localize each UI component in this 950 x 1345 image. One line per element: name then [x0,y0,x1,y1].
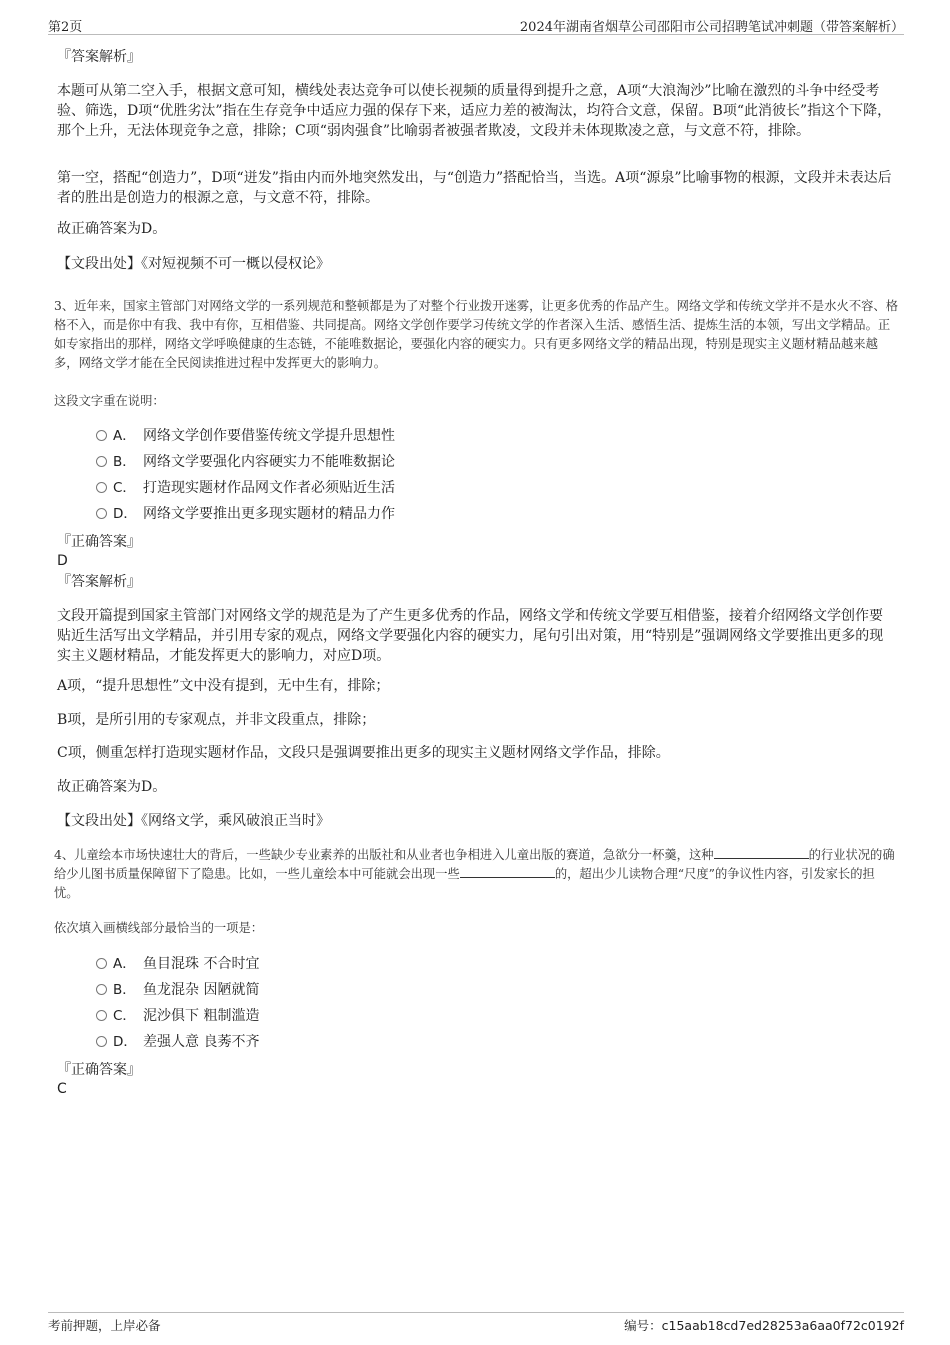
q3-analysis-p1: 文段开篇提到国家主管部门对网络文学的规范是为了产生更多优秀的作品，网络文学和传统文学要互相借鉴，接着介绍网络文学创作要贴近生活写出文学精品，并引用专家的观点，网络文学要强化内容的硬实力，尾句引出对策，用“特别是”强调网络文学要推出更多的现实主义题材精品，才能发挥更大的影响力，对应D项。 [57,608,884,664]
document-code: 编号：c15aab18cd7ed28253a6aa0f72c0192f [624,1318,904,1333]
radio-icon[interactable] [96,430,107,441]
q3-analysis-p2: A项，“提升思想性”文中没有提到，无中生有，排除； [57,678,390,694]
q4-option-a[interactable] [96,954,259,974]
option-key: D． [113,506,137,522]
page-footer [48,1312,904,1335]
q3-analysis-p4: C项，侧重怎样打造现实题材作品，文段只是强调要推出更多的现实主义题材网络文学作品，排除。 [57,745,670,761]
q4-option-d[interactable] [96,1032,259,1052]
q2-analysis-p3: 故正确答案为D。 [57,221,167,237]
option-key: A． [113,428,136,444]
q3-prompt: 这段文字重在说明： [54,394,165,408]
q3-analysis-label: 『答案解析』 [57,574,141,590]
q3-answer: D [57,553,68,569]
option-text: 打造现实题材作品网文作者必须贴近生活 [143,480,395,496]
q4-stem-part-b: 的行业状况的确给少儿图书质量保障留下了隐患。比如，一些儿童绘本中可能就会出现一些 [54,848,895,881]
option-text: 网络文学要强化内容硬实力不能唯数据论 [143,454,395,470]
option-key: B． [113,454,136,470]
radio-icon[interactable] [96,482,107,493]
document-title: 2024年湖南省烟草公司邵阳市公司招聘笔试冲刺题（带答案解析） [519,20,904,35]
q3-option-a[interactable] [96,426,395,446]
option-text: 网络文学要推出更多现实题材的精品力作 [143,506,395,522]
blank-line [460,865,555,878]
q4-option-b[interactable] [96,980,259,1000]
radio-icon[interactable] [96,456,107,467]
option-text: 泥沙俱下 粗制滥造 [143,1008,260,1024]
q3-source: 【文段出处】《网络文学，乘风破浪正当时》 [57,813,330,829]
page-header [48,14,904,35]
q2-analysis-label: 『答案解析』 [57,49,141,65]
q2-analysis-p2: 第一空，搭配“创造力”，D项“迸发”指由内而外地突然发出，与“创造力”搭配恰当，当选。A项“源泉”比喻事物的根源，文段并未表达后者的胜出是创造力的根源之意，与文意不符，排除。 [57,170,892,206]
option-key: A． [113,956,136,972]
option-text: 鱼目混珠 不合时宜 [143,956,260,972]
option-key: C． [113,1008,136,1024]
q3-option-c[interactable] [96,478,395,498]
radio-icon[interactable] [96,1010,107,1021]
q4-stem-part-a: 4、儿童绘本市场快速壮大的背后，一些缺少专业素养的出版社和从业者也争相进入儿童出版的赛道，急欲分一杯羹，这种 [54,848,714,862]
radio-icon[interactable] [96,508,107,519]
footer-slogan: 考前押题，上岸必备 [48,1318,161,1333]
q3-analysis-p3: B项，是所引用的专家观点，并非文段重点，排除； [57,712,376,728]
radio-icon[interactable] [96,984,107,995]
q3-option-d[interactable] [96,504,395,524]
blank-line [714,846,809,859]
q4-stem [54,846,899,903]
q3-answer-label: 『正确答案』 [57,534,141,550]
q4-answer-label: 『正确答案』 [57,1062,141,1078]
page-number: 第2页 [48,20,83,35]
radio-icon[interactable] [96,958,107,969]
q4-option-c[interactable] [96,1006,259,1026]
option-text: 网络文学创作要借鉴传统文学提升思想性 [143,428,395,444]
option-text: 鱼龙混杂 因陋就简 [143,982,260,998]
q4-stem-part-c: 的，超出少儿读物合理“尺度”的争议性内容，引发家长的担忧。 [54,867,875,900]
q2-analysis-p1: 本题可从第二空入手，根据文意可知，横线处表达竞争可以使长视频的质量得到提升之意，A项“大浪淘沙”比喻在激烈的斗争中经受考验、筛选，D项“优胜劣汰”指在生存竞争中适应力强的保存下来，适应力差的被淘汰，均符合文意，保留。B项“此消彼长”指这个下降，那个上升，无法体现竞争之意，排除；C项“弱肉强食”比喻弱者被强者欺凌，文段并未体现欺凌之意，与文意不符，排除。 [57,83,892,139]
option-key: D． [113,1034,137,1050]
option-key: B． [113,982,136,998]
q3-analysis-p5: 故正确答案为D。 [57,779,167,795]
q4-prompt: 依次填入画横线部分最恰当的一项是： [54,921,264,935]
radio-icon[interactable] [96,1036,107,1047]
option-key: C． [113,480,136,496]
q4-answer: C [57,1081,67,1097]
q3-stem: 3、近年来，国家主管部门对网络文学的一系列规范和整顿都是为了对整个行业拨开迷雾，让更多优秀的作品产生。网络文学和传统文学并不是水火不容、格格不入，而是你中有我、我中有你，互相借鉴、共同提高。网络文学创作要学习传统文学的作者深入生活、感悟生活、提炼生活的本领，写出文学精品。正如专家指出的那样，网络文学呼唤健康的生态链，不能唯数据论，要强化内容的硬实力。只有更多网络文学的精品出现，特别是现实主义题材精品越来越多，网络文学才能在全民阅读推进过程中发挥更大的影响力。 [54,299,899,370]
q2-source: 【文段出处】《对短视频不可一概以侵权论》 [57,256,330,272]
q3-option-b[interactable] [96,452,395,472]
option-text: 差强人意 良莠不齐 [143,1034,260,1050]
